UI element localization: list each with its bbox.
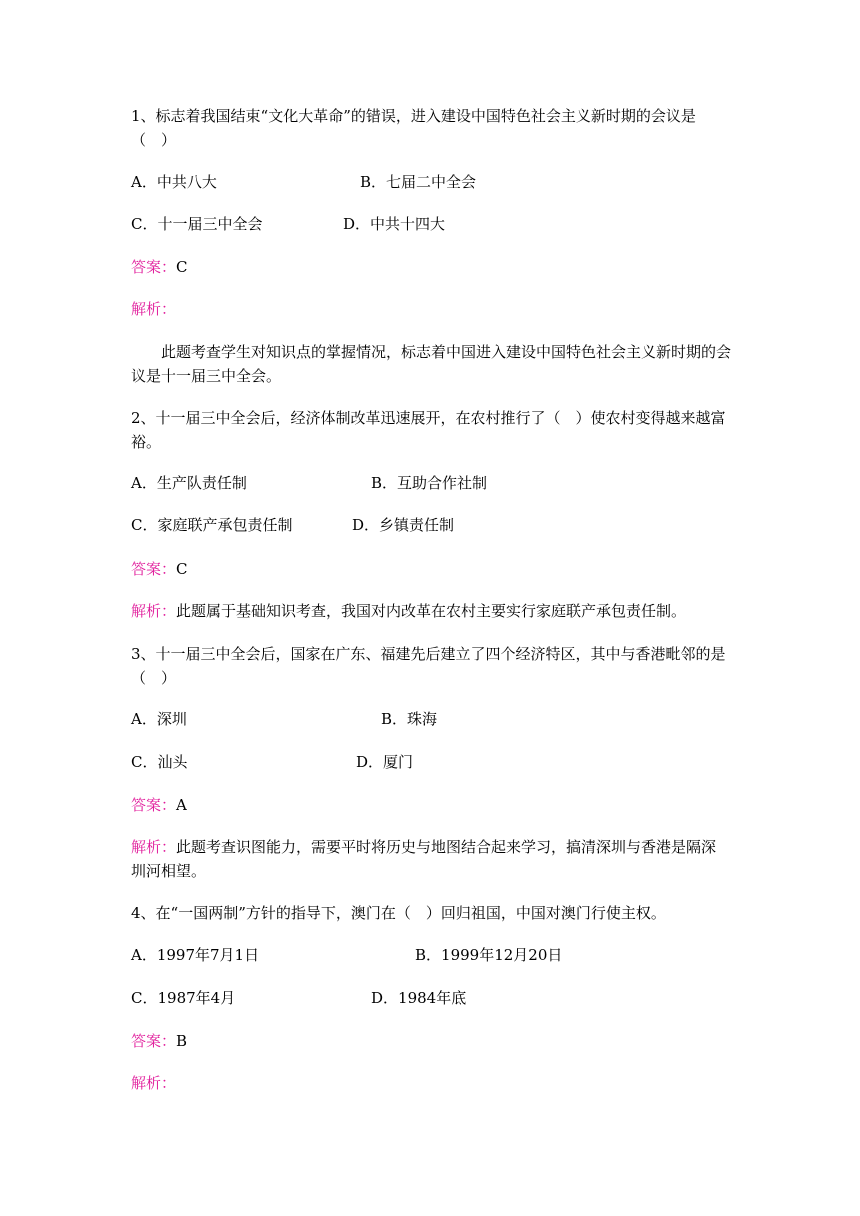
question-4-analysis-label: 解析： bbox=[131, 1074, 177, 1092]
question-2-analysis-text: 此题属于基础知识考查，我国对内改革在农村主要实行家庭联产承包责任制。 bbox=[176, 602, 687, 620]
question-1-answer-value: C bbox=[176, 258, 188, 276]
question-3-analysis bbox=[131, 835, 731, 883]
question-3-stem: 3、十一届三中全会后，国家在广东、福建先后建立了四个经济特区，其中与香港毗邻的是（ ） bbox=[131, 645, 726, 687]
question-2-analysis-label: 解析： bbox=[131, 602, 177, 620]
question-1-analysis-text: 此题考查学生对知识点的掌握情况，标志着中国进入建设中国特色社会主义新时期的会议是十一届三中全会。 bbox=[131, 343, 732, 385]
question-4-answer-label: 答案： bbox=[131, 1032, 177, 1050]
question-3-options-row-2 bbox=[131, 750, 731, 774]
question-4-option-d: D．1984年底 bbox=[371, 989, 467, 1007]
question-1-answer bbox=[131, 255, 731, 279]
question-4-stem: 4、在“一国两制”方针的指导下，澳门在（ ）回归祖国，中国对澳门行使主权。 bbox=[131, 904, 666, 922]
question-1-option-c: C．十一届三中全会 bbox=[131, 215, 263, 233]
question-3-answer-label: 答案： bbox=[131, 796, 177, 814]
question-3-option-a: A．深圳 bbox=[131, 710, 187, 728]
question-2-option-d: D．乡镇责任制 bbox=[352, 516, 455, 534]
question-2-answer-label: 答案： bbox=[131, 560, 177, 578]
question-2-option-c: C．家庭联产承包责任制 bbox=[131, 516, 293, 534]
question-4-answer-value: B bbox=[176, 1032, 188, 1050]
question-3-option-b: B．珠海 bbox=[381, 710, 438, 728]
question-2-options-row-1 bbox=[131, 471, 731, 495]
question-1-option-d: D．中共十四大 bbox=[343, 215, 446, 233]
question-1-options-row-1 bbox=[131, 170, 731, 194]
question-3-option-d: D．厦门 bbox=[356, 753, 414, 771]
question-2-option-a: A．生产队责任制 bbox=[131, 474, 247, 492]
question-1-stem: 1、标志着我国结束“文化大革命”的错误，进入建设中国特色社会主义新时期的会议是（ ） bbox=[131, 107, 696, 149]
question-2-option-b: B．互助合作社制 bbox=[371, 474, 488, 492]
question-3-analysis-label: 解析： bbox=[131, 838, 177, 856]
question-2-answer-value: C bbox=[176, 560, 188, 578]
question-3-analysis-text: 此题考查识图能力，需要平时将历史与地图结合起来学习，搞清深圳与香港是隔深圳河相望。 bbox=[131, 838, 717, 880]
question-1-option-b: B．七届二中全会 bbox=[360, 173, 477, 191]
question-1-option-a: A．中共八大 bbox=[131, 173, 217, 191]
question-1-answer-label: 答案： bbox=[131, 258, 177, 276]
question-4-option-c: C．1987年4月 bbox=[131, 989, 236, 1007]
question-1-analysis-label: 解析： bbox=[131, 300, 177, 318]
question-2-stem: 2、十一届三中全会后，经济体制改革迅速展开，在农村推行了（ ）使农村变得越来越富裕。 bbox=[131, 409, 726, 451]
question-2-answer bbox=[131, 557, 731, 581]
question-3-answer bbox=[131, 793, 731, 817]
question-4-answer bbox=[131, 1029, 731, 1053]
question-3-answer-value: A bbox=[176, 796, 187, 814]
question-3-options-row-1 bbox=[131, 707, 731, 731]
question-4-options-row-2 bbox=[131, 986, 731, 1010]
question-2-options-row-2 bbox=[131, 513, 731, 537]
question-4-option-b: B．1999年12月20日 bbox=[415, 946, 563, 964]
question-3-option-c: C．汕头 bbox=[131, 753, 188, 771]
question-1-options-row-2 bbox=[131, 212, 731, 236]
question-4-option-a: A．1997年7月1日 bbox=[131, 946, 260, 964]
question-2-analysis bbox=[131, 599, 751, 623]
question-4-options-row-1 bbox=[131, 943, 731, 967]
